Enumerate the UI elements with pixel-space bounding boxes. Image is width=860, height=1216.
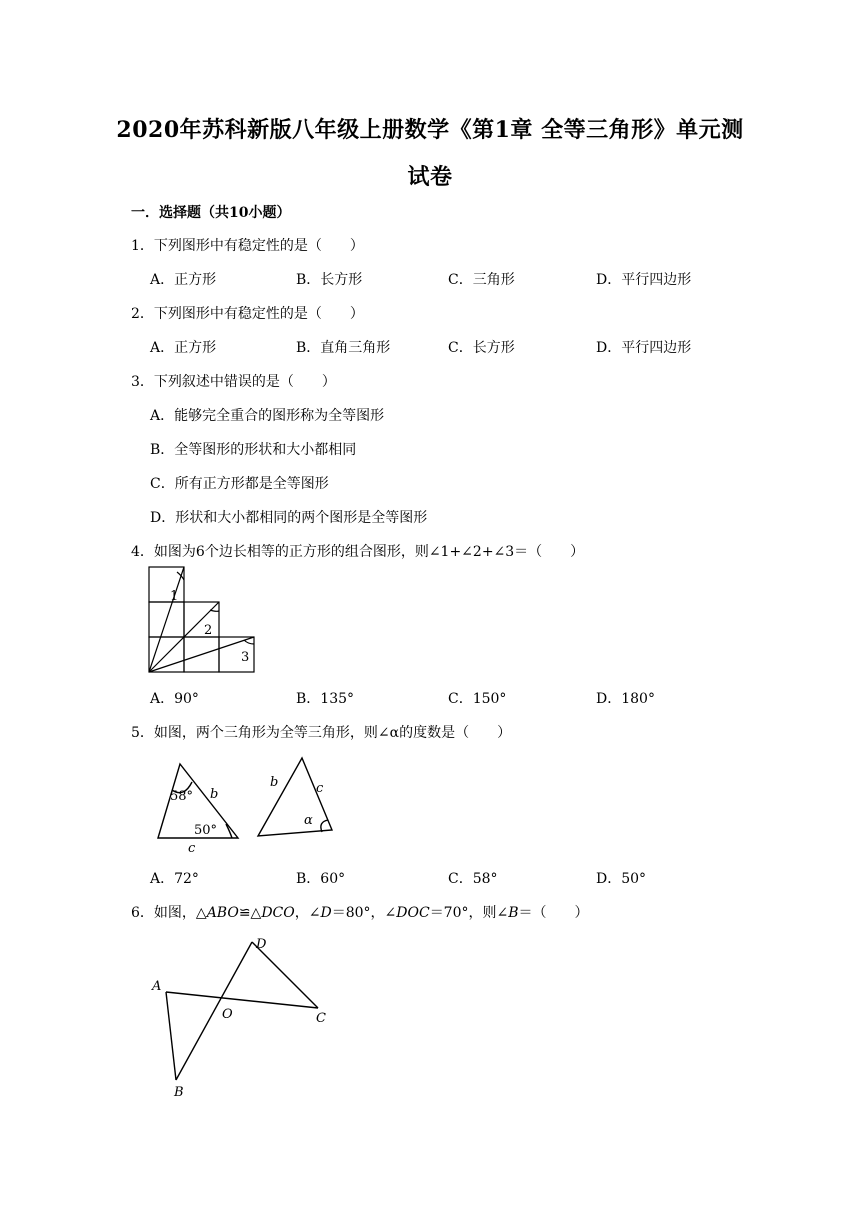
question-5-option-b: B．60°	[296, 871, 346, 887]
question-4-option-d: D．180°	[596, 691, 655, 707]
question-6-stem: 6．如图，△ABO≌△DCO，∠D＝80°，∠DOC＝70°，则∠B＝（ ）	[131, 905, 589, 921]
question-5-option-d: D．50°	[596, 871, 647, 887]
question-3-option-b: B．全等图形的形状和大小都相同	[150, 442, 357, 458]
angle-alpha-label: α	[304, 813, 313, 828]
angle-50-label: 50°	[194, 823, 218, 838]
question-3-option-d: D．形状和大小都相同的两个图形是全等图形	[150, 510, 428, 526]
question-3-stem: 3．下列叙述中错误的是（ ）	[131, 374, 336, 390]
question-3-option-a: A．能够完全重合的图形称为全等图形	[150, 408, 385, 424]
page-title-line-1: 2020年苏科新版八年级上册数学《第1章 全等三角形》单元测	[116, 117, 744, 143]
squares-figure	[146, 564, 262, 678]
angle-58-label: 58°	[170, 789, 194, 804]
abo-dco-figure	[146, 930, 338, 1102]
congruent-triangles-figure	[146, 748, 342, 856]
side-c-label-left: c	[188, 841, 196, 856]
question-1-option-d: D．平行四边形	[596, 272, 692, 288]
question-4-option-a: A．90°	[150, 691, 199, 707]
question-2-option-c: C．长方形	[448, 340, 515, 356]
question-1-option-b: B．长方形	[296, 272, 363, 288]
point-o-label: O	[222, 1007, 233, 1022]
question-2-option-d: D．平行四边形	[596, 340, 692, 356]
point-b-label: B	[174, 1085, 184, 1100]
question-4-option-b: B．135°	[296, 691, 355, 707]
side-c-label-right: c	[316, 781, 324, 796]
side-b-label-left: b	[210, 787, 219, 802]
question-1-option-c: C．三角形	[448, 272, 515, 288]
section-heading: 一．选择题（共10小题）	[131, 205, 291, 221]
question-2-option-a: A．正方形	[150, 340, 217, 356]
angle-label-1: 1	[170, 589, 179, 604]
question-2-stem: 2．下列图形中有稳定性的是（ ）	[131, 306, 364, 322]
question-1-option-a: A．正方形	[150, 272, 217, 288]
question-5-option-a: A．72°	[150, 871, 199, 887]
point-c-label: C	[316, 1011, 326, 1026]
question-2-option-b: B．直角三角形	[296, 340, 391, 356]
side-b-label-right: b	[270, 775, 279, 790]
question-1-stem: 1．下列图形中有稳定性的是（ ）	[131, 238, 364, 254]
angle-label-2: 2	[204, 623, 213, 638]
point-a-label: A	[152, 979, 162, 994]
angle-label-3: 3	[241, 650, 250, 665]
question-4-option-c: C．150°	[448, 691, 507, 707]
point-d-label: D	[256, 937, 267, 952]
page-title-line-2: 试卷	[407, 164, 453, 190]
question-5-option-c: C．58°	[448, 871, 498, 887]
question-3-option-c: C．所有正方形都是全等图形	[150, 476, 329, 492]
question-4-stem: 4．如图为6个边长相等的正方形的组合图形，则∠1+∠2+∠3＝（ ）	[131, 544, 585, 560]
question-5-stem: 5．如图，两个三角形为全等三角形，则∠α的度数是（ ）	[131, 725, 512, 741]
